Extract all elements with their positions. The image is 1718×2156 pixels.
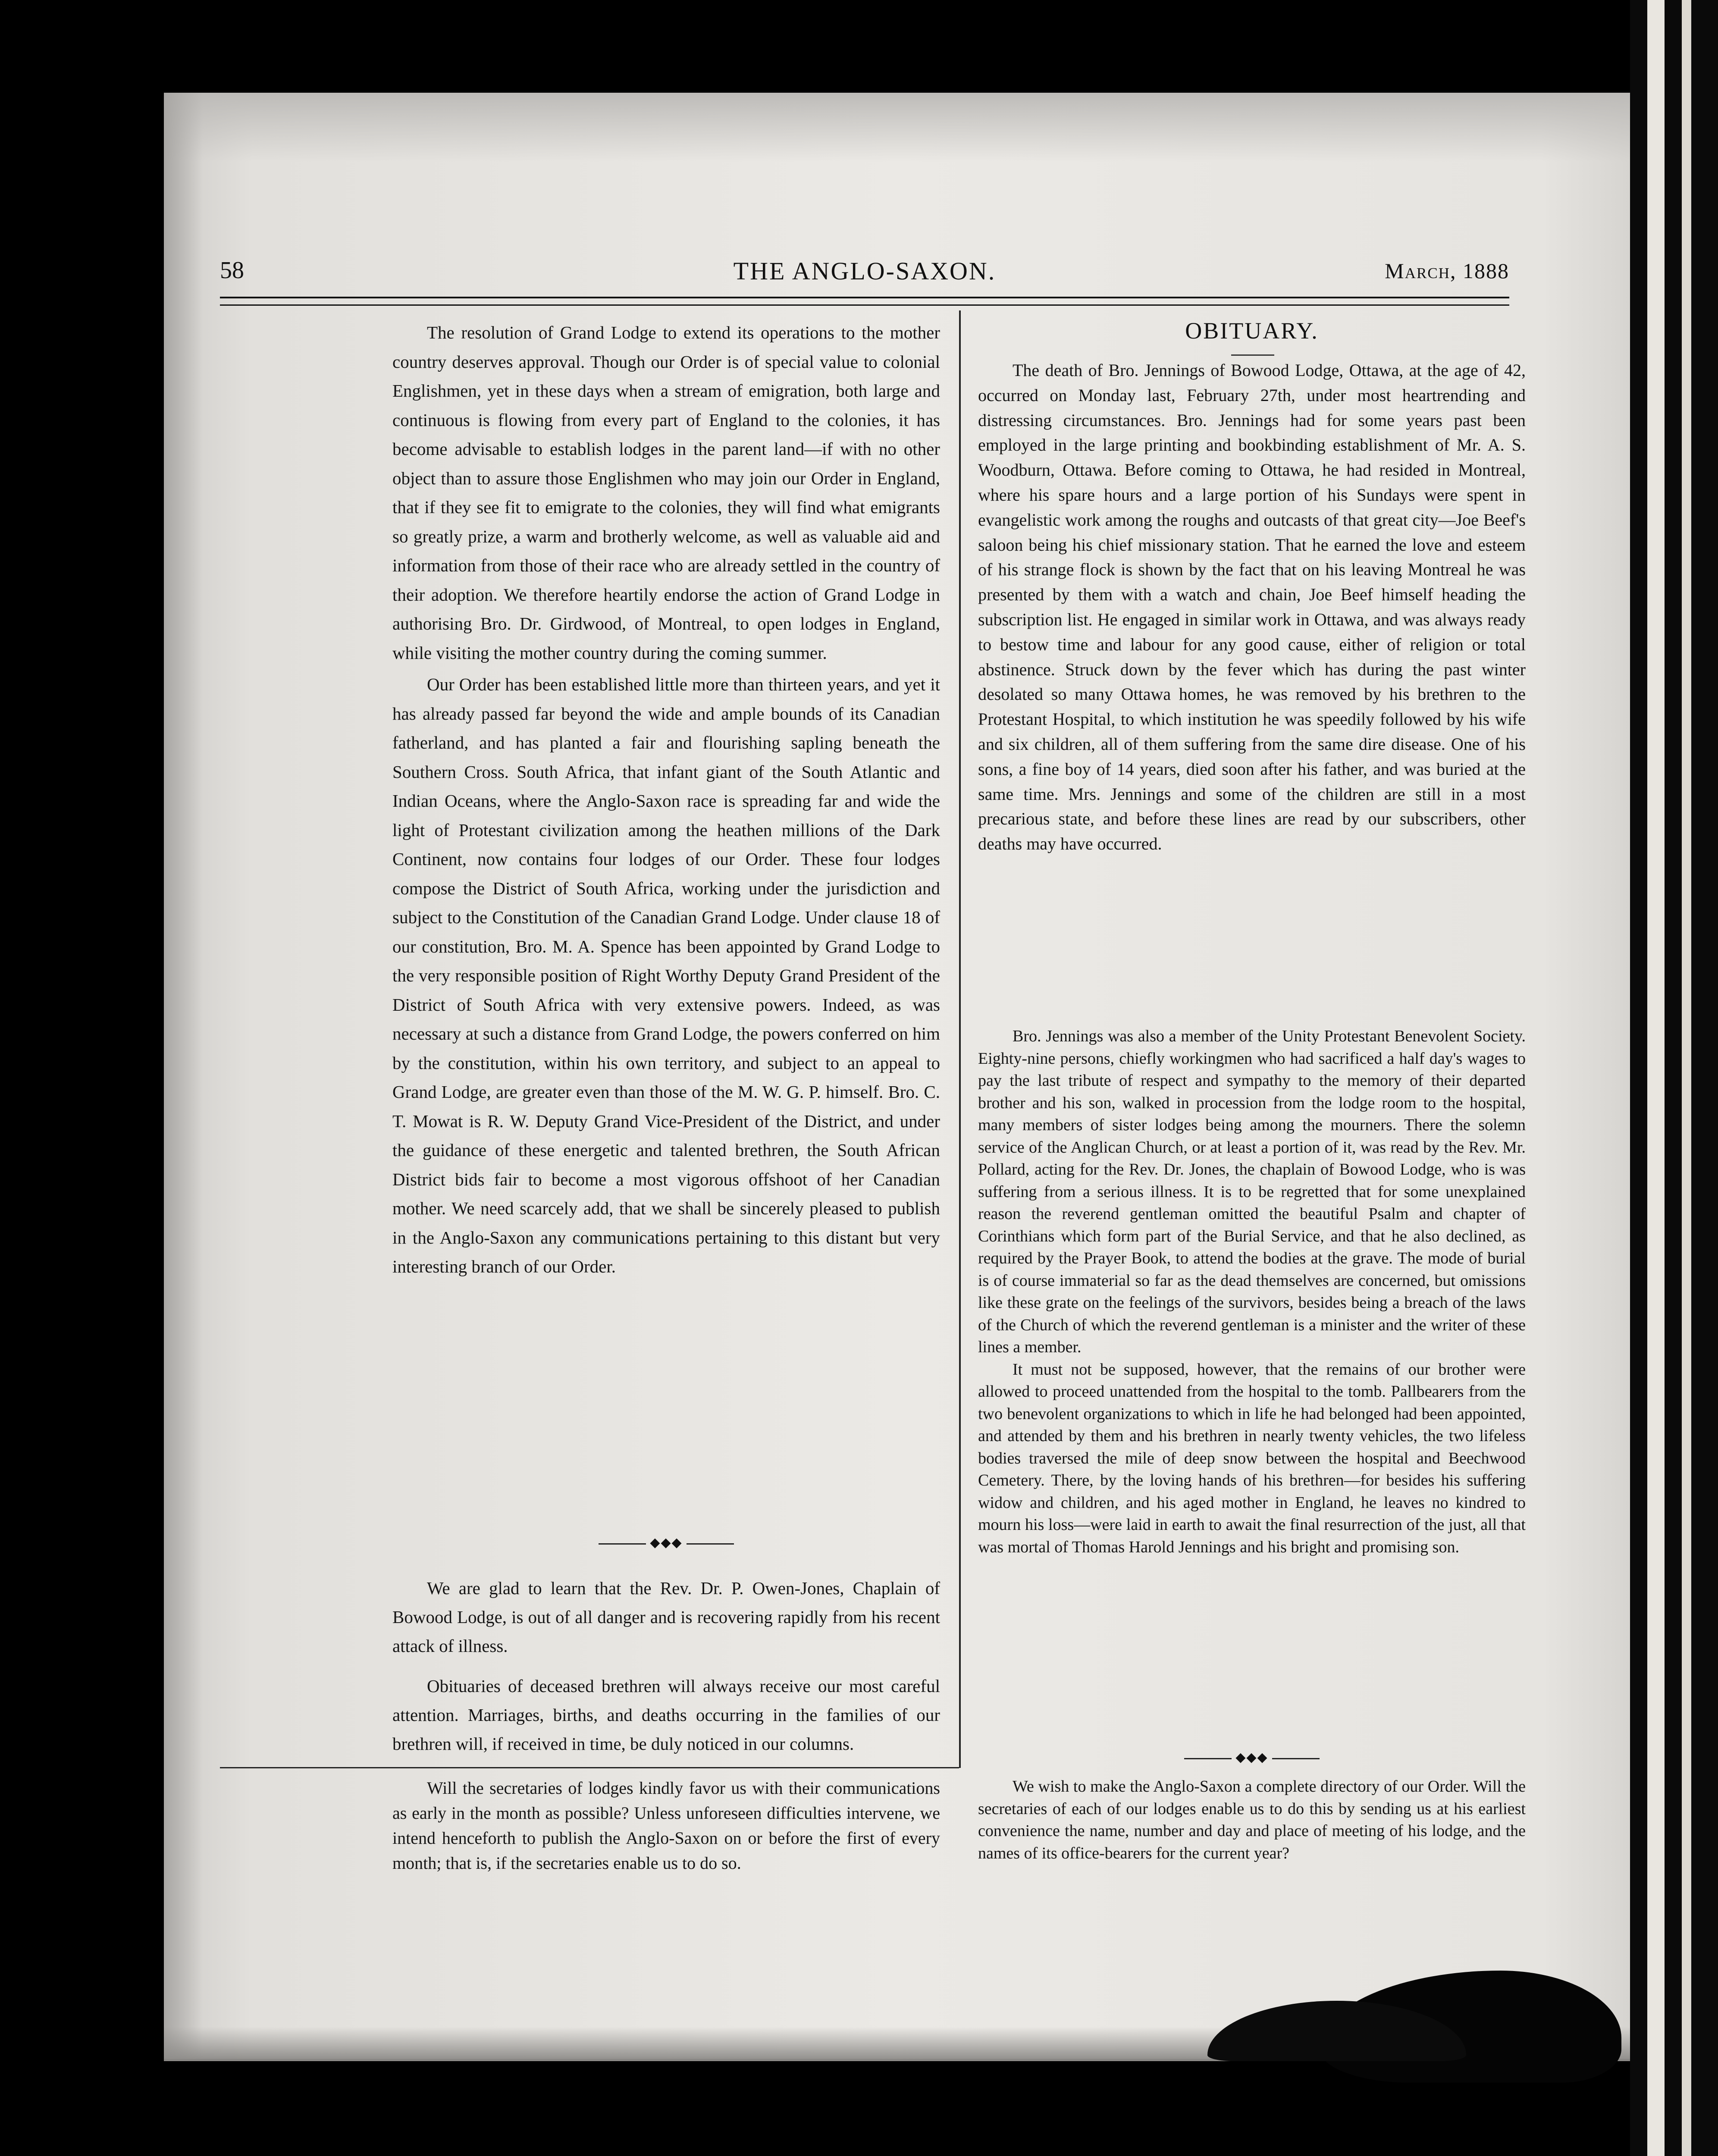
obituary-lead-paragraph: The death of Bro. Jennings of Bowood Lodge, Ottawa, at the age of 42, occurred on Monday last, February 27th, under most heartrending and distressing circumstances. Bro. Jennings had for some years past been employed in the large printing and bookbinding establishment of Mr. A. S. Woodburn, Ottawa. Before coming to Ottawa, he had resided in Montreal, where his spare hours and a large portion of his Sundays were spent in evangelistic work among the roughs and outcasts of that great city—Joe Beef's saloon being his chief missionary station. That he earned the love and esteem of his strange flock is shown by the fact that on his leaving Montreal he was presented by them with a watch and chain, Joe Beef himself heading the subscription list. He engaged in similar work in Ottawa, and was always ready to bestow time and labour for any good cause, either of religion or total abstinence. Struck down by the fever which has during the past winter desolated so many Ottawa homes, he was removed by his brethren to the Protestant Hospital, to which institution he was speedily followed by his wife and six children, all of them suffering from the same dire disease. One of his sons, a fine boy of 14 years, died soon after his father, and was buried at the same time. Mrs. Jennings and some of the children are still in a most precarious state, and before these lines are read by our subscribers, other deaths may have occurred. (978, 360, 1526, 854)
journal-title: THE ANGLO-SAXON. (733, 257, 996, 285)
page-number: 58 (220, 257, 244, 284)
adjacent-page-edge-2 (1682, 0, 1691, 2156)
obituary-paragraph-1: Bro. Jennings was also a member of the Unity Protestant Benevolent Society. Eighty-nine persons, chiefly workingmen who had sacrificed a half day's wages to pay the last tribute of respect and sympathy to the memory of their departed brother and his son, walked in procession from the lodge room to the hospital, many members of sister lodges being among the mourners. There the solemn service of the Anglican Church, or at least a portion of it, was read by the Rev. Mr. Pollard, acting for the Rev. Dr. Jones, the chaplain of Bowood Lodge, who is was suffering from a serious illness. It is to be regretted that for some unexplained reason the reverend gentleman omitted the beautiful Psalm and chapter of Corinthians which form part of the Burial Service, and that he also declined, as required by the Prayer Book, to attend the bodies at the grave. The mode of burial is of course immaterial so far as the dead themselves are concerned, but omissions like these grate on the feelings of the survivors, besides being a breach of the laws of the Church of which the reverend gentleman is a minister and the writer of these lines a member. (978, 1027, 1526, 1356)
column-divider (959, 310, 961, 1768)
editorial-paragraph-2: Our Order has been established little more than thirteen years, and yet it has already passed far beyond the wide and ample bounds of its Canadian fatherland, and has planted a fair and flourishing sapling beneath the Southern Cross. South Africa, that infant giant of the South Atlantic and Indian Oceans, where the Anglo-Saxon race is spreading far and wide the light of Protestant civilization among the heathen millions of the Dark Continent, now contains four lodges of our Order. These four lodges compose the District of South Africa, working under the jurisdiction and subject to the Constitution of the Canadian Grand Lodge. Under clause 18 of our constitution, Bro. M. A. Spence has been appointed by Grand Lodge to the very responsible position of Right Worthy Deputy Grand President of the District of South Africa with very extensive powers. Indeed, as was necessary at such a distance from Grand Lodge, the powers conferred on him by the constitution, within his own territory, and subject to an appeal to Grand Lodge, are greater even than those of the M. W. G. P. himself. Bro. C. T. Mowat is R. W. Deputy Grand Vice-President of the District, and under the guidance of these energetic and talented brethren, the South African District bids fair to become a most vigorous offshoot of her Canadian mother. We need scarcely add, that we shall be sincerely pleased to publish in the Anglo-Saxon any communications pertaining to this distant but very interesting branch of our Order. (392, 674, 940, 1276)
bottom-rule-left (220, 1767, 959, 1768)
obituary-heading: OBITUARY. (1185, 318, 1319, 344)
editorial-column (392, 318, 940, 1282)
obituary-lead (978, 358, 1526, 856)
notice-secretaries: Will the secretaries of lodges kindly favor us with their communications as early in the month as possible? Unless unforeseen difficulties intervene, we intend henceforth to publish the Anglo-Saxon on or before the first of every month; that is, if the secretaries enable us to do so. (392, 1778, 940, 1873)
running-head (220, 252, 1509, 291)
directory-notice (978, 1776, 1526, 1865)
obituary-heading-rule (1231, 354, 1274, 356)
scan-gutter (1630, 0, 1718, 2156)
header-rule (220, 297, 1509, 306)
issue-date: March, 1888 (1385, 259, 1509, 283)
notices-block (392, 1574, 940, 1758)
section-ornament-right: ◆◆◆ (978, 1750, 1526, 1765)
adjacent-page-edge (1647, 0, 1665, 2156)
obituary-body (978, 1025, 1526, 1558)
secretaries-notice (392, 1776, 940, 1876)
page-shadow-left (164, 93, 203, 2059)
obituary-paragraph-2: It must not be supposed, however, that the remains of our brother were allowed to proceed unattended from the hospital to the tomb. Pallbearers from the two benevolent organizations to which in life he had belonged had been appointed, and attended by them and his brethren in nearly twenty vehicles, the two lifeless bodies traversed the mile of deep snow between the hospital and Beechwood Cemetery. There, by the loving hands of his brethren—for besides his suffering widow and children, and his aged mother in England, he leaves no kindred to mourn his loss—were laid in earth to await the final resurrection of the just, all that was mortal of Thomas Harold Jennings and his bright and promising son. (978, 1360, 1526, 1556)
notice-obituaries: Obituaries of deceased brethren will always receive our most careful attention. Marriages, births, and deaths occurring in the families of our brethren will, if received in time, be duly noticed in our columns. (392, 1676, 940, 1754)
notice-directory: We wish to make the Anglo-Saxon a complete directory of our Order. Will the secretaries of each of our lodges enable us to do this by sending us at his earliest convenience the name, number and day and place of meeting of his lodge, and the names of its office-bearers for the current year? (978, 1777, 1526, 1862)
notice-owen-jones: We are glad to learn that the Rev. Dr. P. Owen-Jones, Chaplain of Bowood Lodge, is out of all danger and is recovering rapidly from his recent attack of illness. (392, 1578, 940, 1656)
page-shadow-top (164, 93, 1630, 162)
section-ornament-left: ◆◆◆ (392, 1535, 940, 1550)
editorial-paragraph-1: The resolution of Grand Lodge to extend its operations to the mother country deserves approval. Though our Order is of special value to colonial Englishmen, yet in these days when a stream of emigration, both large and continuous is flowing from every part of England to the colonies, it has become advisable to establish lodges in the parent land—if with no other object than to assure those Englishmen who may join our Order in England, that if they see fit to emigrate to the colonies, they will find what emigrants so greatly prize, a warm and brotherly welcome, as well as valuable aid and information from those of their race who are already settled in the country of their adoption. We therefore heartily endorse the action of Grand Lodge in authorising Bro. Dr. Girdwood, of Montreal, to open lodges in England, while visiting the mother country during the coming summer. (392, 323, 940, 663)
